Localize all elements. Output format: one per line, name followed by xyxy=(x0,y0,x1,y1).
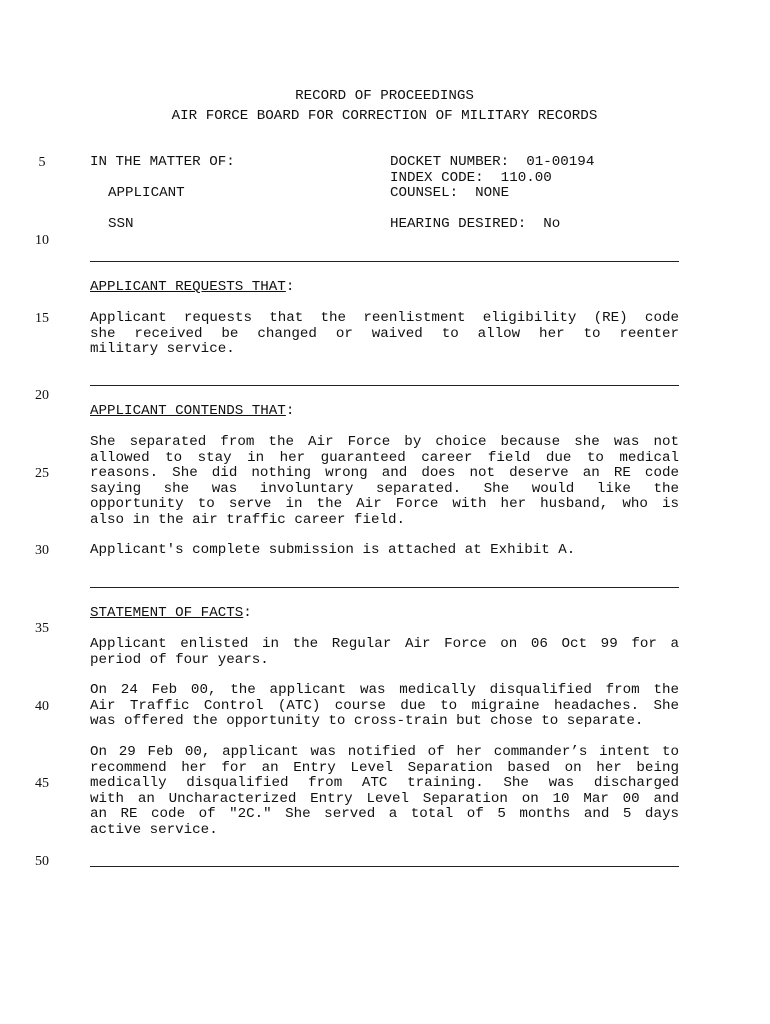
facts-paragraph-1 xyxy=(90,637,679,668)
section-divider xyxy=(90,866,679,867)
text-line: she received be changed or waived to allow her to reenter xyxy=(90,325,679,342)
index-code: INDEX CODE: 110.00 xyxy=(390,170,552,186)
line-number: 15 xyxy=(35,311,49,326)
text-line: was offered the opportunity to cross-train but chose to separate. xyxy=(90,713,644,729)
requests-paragraph xyxy=(90,311,679,358)
line-number: 5 xyxy=(38,155,46,170)
text-line: active service. xyxy=(90,821,218,838)
requests-heading: APPLICANT REQUESTS THAT: xyxy=(90,279,295,295)
docket-number: DOCKET NUMBER: 01-00194 xyxy=(390,154,595,170)
line-number: 30 xyxy=(35,543,49,558)
text-line: period of four years. xyxy=(90,651,269,668)
text-line: reasons. She did nothing wrong and does not deserve an RE code xyxy=(90,465,679,481)
ssn-label: SSN xyxy=(108,216,134,232)
text-line: Air Traffic Control (ATC) course due to migraine headaches. She xyxy=(90,697,679,714)
contends-paragraph xyxy=(90,435,679,528)
contends-heading-text: APPLICANT CONTENDS THAT xyxy=(90,403,286,419)
text-line: saying she was involuntary separated. She would like the xyxy=(90,480,679,497)
text-line: opportunity to serve in the Air Force with her husband, who is xyxy=(90,496,679,512)
record-title: RECORD OF PROCEEDINGS xyxy=(295,88,474,104)
text-line: allowed to stay in her guaranteed career field due to medical xyxy=(90,449,679,466)
text-line: On 24 Feb 00, the applicant was medically disqualified from the xyxy=(90,682,679,698)
exhibit-note: Applicant's complete submission is attached at Exhibit A. xyxy=(90,542,576,558)
requests-heading-text: APPLICANT REQUESTS THAT xyxy=(90,279,286,295)
line-number: 35 xyxy=(35,621,49,636)
board-name: AIR FORCE BOARD FOR CORRECTION OF MILITARY RECORDS xyxy=(171,108,598,124)
counsel: COUNSEL: NONE xyxy=(390,185,510,201)
facts-paragraph-2 xyxy=(90,683,679,730)
line-number: 40 xyxy=(35,699,49,714)
hearing-desired: HEARING DESIRED: No xyxy=(390,216,561,232)
line-number: 25 xyxy=(35,466,49,481)
section-divider xyxy=(90,385,679,386)
text-line: recommend her for an Entry Level Separation based on her being xyxy=(90,759,679,776)
facts-heading: STATEMENT OF FACTS: xyxy=(90,605,252,621)
line-number: 45 xyxy=(35,776,49,791)
facts-paragraph-3 xyxy=(90,745,679,838)
line-number: 10 xyxy=(35,233,49,248)
section-divider xyxy=(90,261,679,262)
applicant-label: APPLICANT xyxy=(108,185,185,201)
text-line: On 29 Feb 00, applicant was notified of her commander’s intent to xyxy=(90,744,679,760)
text-line: military service. xyxy=(90,341,235,357)
text-line: also in the air traffic career field. xyxy=(90,511,406,528)
line-number: 20 xyxy=(35,388,49,403)
text-line: Applicant enlisted in the Regular Air Force on 06 Oct 99 for a xyxy=(90,636,679,652)
text-line: Applicant requests that the reenlistment eligibility (RE) code xyxy=(90,310,679,326)
in-the-matter-of-label: IN THE MATTER OF: xyxy=(90,154,235,170)
text-line: an RE code of "2C." She served a total of 5 months and 5 days xyxy=(90,806,679,822)
text-line: with an Uncharacterized Entry Level Separation on 10 Mar 00 and xyxy=(90,790,679,807)
section-divider xyxy=(90,587,679,588)
line-number: 50 xyxy=(35,854,49,869)
text-line: She separated from the Air Force by choice because she was not xyxy=(90,434,679,450)
facts-heading-text: STATEMENT OF FACTS xyxy=(90,605,244,621)
contends-heading: APPLICANT CONTENDS THAT: xyxy=(90,403,295,419)
text-line: medically disqualified from ATC training. She was discharged xyxy=(90,775,679,791)
